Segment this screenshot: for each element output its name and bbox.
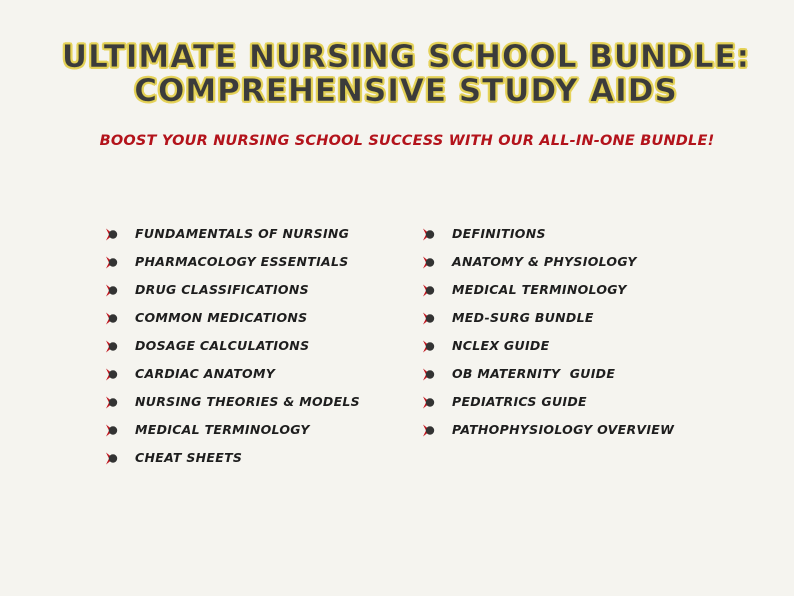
- chevron-dot-icon: [421, 339, 436, 354]
- list-item-label: MED-SURG BUNDLE: [452, 309, 594, 325]
- list-item-label: NURSING THEORIES & MODELS: [135, 393, 360, 409]
- chevron-dot-icon: [104, 451, 119, 466]
- chevron-dot-icon: [104, 283, 119, 298]
- list-item: [104, 247, 360, 275]
- list-item-label: DEFINITIONS: [452, 225, 546, 241]
- list-item-label: COMMON MEDICATIONS: [135, 309, 308, 325]
- chevron-dot-icon: [421, 423, 436, 438]
- chevron-dot-icon: [104, 255, 119, 270]
- list-item: [104, 331, 360, 359]
- chevron-dot-icon: [104, 311, 119, 326]
- bundle-list-left: [104, 219, 360, 471]
- list-item: [104, 275, 360, 303]
- list-item-label: NCLEX GUIDE: [452, 337, 550, 353]
- list-item: [421, 303, 674, 331]
- list-item: [421, 415, 674, 443]
- list-item: [421, 387, 674, 415]
- chevron-dot-icon: [421, 227, 436, 242]
- bundle-list-right: [421, 219, 674, 443]
- list-item-label: ANATOMY & PHYSIOLOGY: [452, 253, 637, 269]
- list-item: [421, 219, 674, 247]
- chevron-dot-icon: [421, 311, 436, 326]
- list-item: [104, 303, 360, 331]
- list-item-label: FUNDAMENTALS OF NURSING: [135, 225, 350, 241]
- list-item: [421, 247, 674, 275]
- list-item-label: MEDICAL TERMINOLOGY: [135, 421, 310, 437]
- list-item-label: DRUG CLASSIFICATIONS: [135, 281, 309, 297]
- list-item: [104, 359, 360, 387]
- chevron-dot-icon: [104, 367, 119, 382]
- list-item-label: PATHOPHYSIOLOGY OVERVIEW: [452, 421, 675, 437]
- chevron-dot-icon: [104, 395, 119, 410]
- list-item-label: CARDIAC ANATOMY: [135, 365, 276, 381]
- list-item-label: PEDIATRICS GUIDE: [452, 393, 587, 409]
- list-item: [104, 415, 360, 443]
- list-item: [104, 443, 360, 471]
- list-item-label: CHEAT SHEETS: [135, 449, 243, 465]
- chevron-dot-icon: [421, 255, 436, 270]
- chevron-dot-icon: [104, 227, 119, 242]
- list-item-label: MEDICAL TERMINOLOGY: [452, 281, 627, 297]
- chevron-dot-icon: [421, 283, 436, 298]
- list-item-label: PHARMACOLOGY ESSENTIALS: [135, 253, 349, 269]
- page-title: [0, 40, 794, 108]
- list-item: [421, 359, 674, 387]
- list-item-label: DOSAGE CALCULATIONS: [135, 337, 310, 353]
- chevron-dot-icon: [421, 395, 436, 410]
- chevron-dot-icon: [104, 339, 119, 354]
- chevron-dot-icon: [104, 423, 119, 438]
- title-line-1: ULTIMATE NURSING SCHOOL BUNDLE:: [61, 39, 751, 75]
- list-item-label: OB MATERNITY GUIDE: [452, 365, 616, 381]
- list-item: [104, 387, 360, 415]
- title-line-2: COMPREHENSIVE STUDY AIDS: [134, 73, 678, 109]
- list-item: [421, 275, 674, 303]
- list-item: [421, 331, 674, 359]
- chevron-dot-icon: [421, 367, 436, 382]
- subtitle: BOOST YOUR NURSING SCHOOL SUCCESS WITH OUR ALL-IN-ONE BUNDLE!: [99, 133, 715, 149]
- list-item: [104, 219, 360, 247]
